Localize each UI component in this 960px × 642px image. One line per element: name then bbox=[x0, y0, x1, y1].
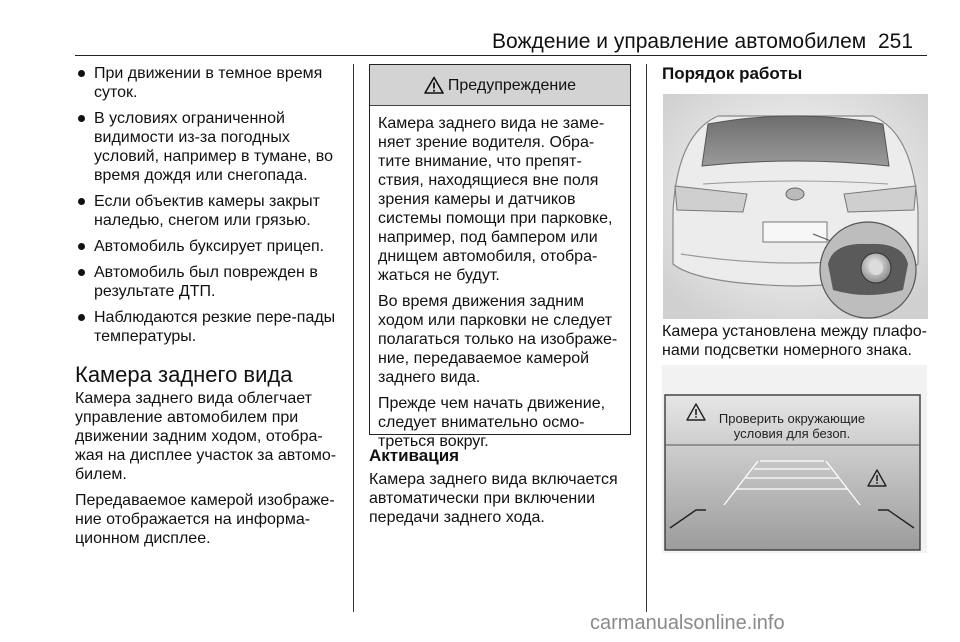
page-number: 251 bbox=[878, 30, 914, 53]
paragraph: Камера заднего вида облегчает управление автомобилем при движении задним ходом, отобра-жая на дисплее участок за автомо-билем. bbox=[75, 390, 337, 483]
paragraph: Прежде чем начать движение, следует внимательно осмо-треться вокруг. bbox=[378, 395, 606, 450]
camera-location-caption: Камера установлена между плафо-нами подсветки номерного знака. bbox=[662, 323, 927, 359]
activation-section bbox=[369, 446, 639, 534]
warning-box bbox=[369, 64, 631, 450]
paragraph: Во время движения задним ходом или парковки не следует полагаться только на изображе-ние, передаваемое камерой заднего вида. bbox=[378, 293, 618, 386]
column-1 bbox=[75, 64, 343, 555]
watermark: carmanualsonline.info bbox=[590, 612, 785, 634]
header-rule bbox=[75, 55, 927, 56]
list-item: Автомобиль буксирует прицеп. bbox=[75, 237, 343, 256]
display-message-line-2: условия для безоп. bbox=[733, 426, 851, 441]
warning-header bbox=[370, 65, 630, 106]
activation-heading: Активация bbox=[369, 446, 460, 465]
list-item: При движении в темное время суток. bbox=[75, 64, 343, 102]
operation-heading: Порядок работы bbox=[662, 64, 803, 83]
list-item: Автомобиль был поврежден в результате ДТП. bbox=[75, 263, 343, 301]
section-heading: Камера заднего вида bbox=[75, 362, 293, 387]
list-item: В условиях ограниченной видимости из-за погодных условий, например в тумане, во время дождя или снегопада. bbox=[75, 109, 343, 185]
camera-display-illustration bbox=[662, 365, 927, 553]
conditions-list bbox=[75, 64, 343, 346]
warning-title: Предупреждение bbox=[447, 76, 577, 94]
warning-triangle-icon bbox=[424, 76, 444, 94]
warning-body bbox=[370, 106, 630, 451]
paragraph: Камера заднего вида включается автоматически при включении передачи заднего хода. bbox=[369, 471, 618, 526]
rear-camera-illustration bbox=[663, 94, 928, 319]
column-divider-2 bbox=[646, 64, 647, 612]
page-header-title: Вождение и управление автомобилем bbox=[492, 30, 867, 53]
list-item: Если объектив камеры закрыт наледью, снегом или грязью. bbox=[75, 192, 343, 230]
display-message-line-1: Проверить окружающие bbox=[718, 411, 866, 426]
paragraph: Камера заднего вида не заме-няет зрение водителя. Обра-тите внимание, что препят-ствия, находящиеся вне поля зрения камеры и датчиков системы помощи при парковке, например, под бампером или днищем автомобиля, отобра-жаться не будут. bbox=[378, 115, 613, 284]
column-divider-1 bbox=[353, 64, 354, 612]
paragraph: Передаваемое камерой изображе-ние отображается на информа-ционном дисплее. bbox=[75, 492, 335, 547]
list-item: Наблюдаются резкие пере-пады температуры. bbox=[75, 308, 343, 346]
